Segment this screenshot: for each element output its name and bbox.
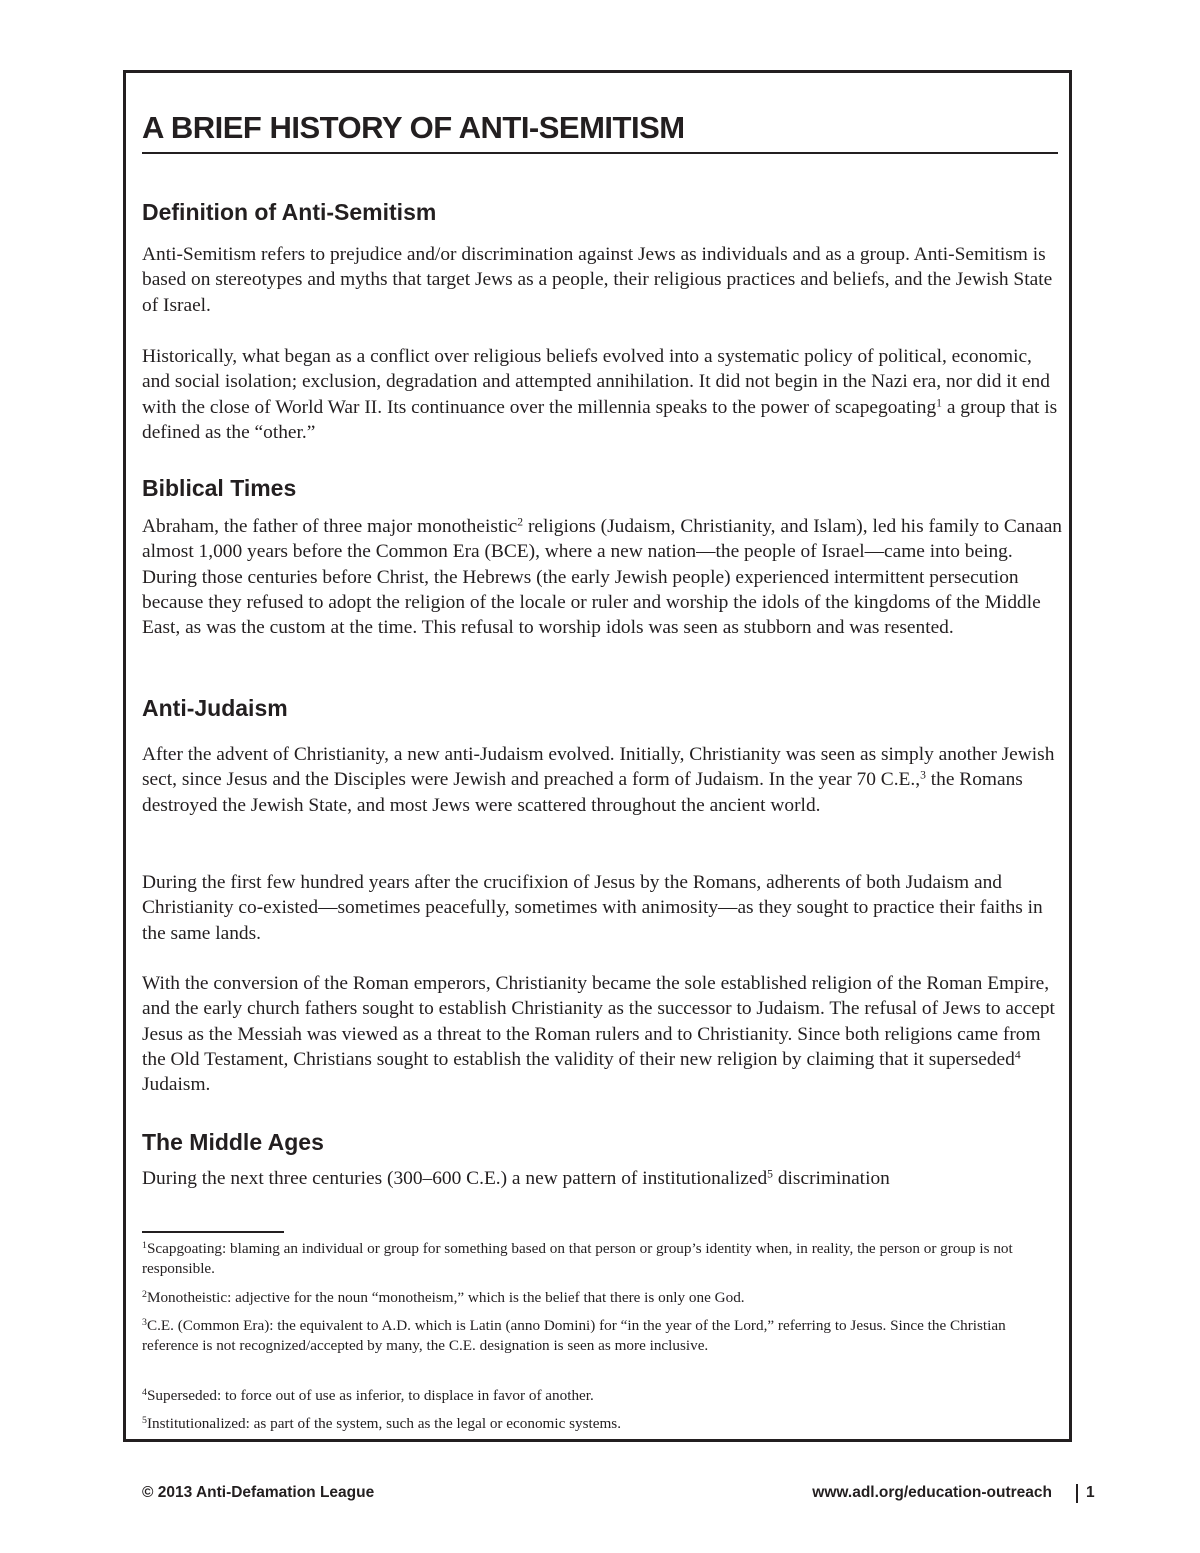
footnote-ref-1: 1 xyxy=(936,396,942,410)
anti-judaism-paragraph-3: With the conversion of the Roman emperors, Christianity became the sole established religion of the Roman Empire, and the early church fathers sought to establish Christianity as the successor to Judaism. The refusal of Jews to accept Jesus as the Messiah was viewed as a threat to the Roman rulers and to Christianity. Since both religions came from the Old Testament, Christians sought to establish the validity of their new religion by claiming that it superseded$^4$ Judaism. xyxy=(142,973,1055,1096)
footnote-3: $^3$C.E. (Common Era): the equivalent to A.D. which is Latin (anno Domini) for “in the year of the Lord,” referring to Jesus. Since the Christian reference is not recognized/accepted by many, the C.E. designation is seen as more inclusive. xyxy=(142,1317,1006,1354)
anti-judaism-paragraph-2: During the first few hundred years after the crucifixion of Jesus by the Romans, adherents of both Judaism and Christianity co-existed—sometimes peacefully, sometimes with animosity—as they sought to practice their faiths in the same lands. xyxy=(142,872,1043,944)
page-title: A BRIEF HISTORY OF ANTI-SEMITISM xyxy=(142,108,1058,154)
section-heading-definition: Definition of Anti-Semitism xyxy=(142,199,437,225)
footnote-5: $^5$Institutionalized: as part of the system, such as the legal or economic systems. xyxy=(142,1415,622,1432)
footnote-ref-5: 5 xyxy=(767,1167,773,1181)
section-heading-anti-judaism: Anti-Judaism xyxy=(142,695,288,721)
footnote-ref-4: 4 xyxy=(1014,1048,1021,1062)
footnote-divider xyxy=(142,1231,284,1233)
middle-ages-paragraph: During the next three centuries (300–600 C.E.) a new pattern of institutionalized$^5$ discrimination xyxy=(142,1167,890,1189)
definition-paragraph-1: Anti-Semitism refers to prejudice and/or discrimination against Jews as individuals and as a group. Anti-Semitism is based on stereotypes and myths that target Jews as a people, their religious practices and beliefs, and the Jewish State of Israel. xyxy=(142,244,1053,316)
footer-url[interactable]: www.adl.org/education-outreach xyxy=(812,1484,1052,1501)
footer-copyright: © 2013 Anti-Defamation League xyxy=(142,1484,375,1501)
footnote-4: $^4$Superseded: to force out of use as inferior, to displace in favor of another. xyxy=(142,1387,594,1404)
footer-page-divider xyxy=(1076,1484,1078,1503)
anti-judaism-paragraph-1: After the advent of Christianity, a new anti-Judaism evolved. Initially, Christianity was seen as simply another Jewish sect, since Jesus and the Disciples were Jewish and preached a form of Judaism. In the year 70 C.E.,$^3$ the Romans destroyed the Jewish State, and most Jews were scattered throughout the ancient world. xyxy=(142,744,1055,816)
footnote-1: $^1$Scapgoating: blaming an individual or group for something based on that person or group’s identity when, in reality, the person or group is not responsible. xyxy=(142,1240,1013,1277)
footnote-ref-3: 3 xyxy=(920,768,926,782)
section-heading-middle-ages: The Middle Ages xyxy=(142,1129,324,1155)
definition-paragraph-2: Historically, what began as a conflict over religious beliefs evolved into a systematic policy of political, economic, and social isolation; exclusion, degradation and attempted annihilation. It did not begin in the Nazi era, nor did it end with the close of World War II. Its continuance over the millennia speaks to the power of scapegoating$^1$ a group that is defined as the “other.” xyxy=(142,346,1058,443)
section-heading-biblical-times: Biblical Times xyxy=(142,475,297,501)
footnote-2: $^2$Monotheistic: adjective for the noun “monotheism,” which is the belief that there is only one God. xyxy=(142,1289,745,1306)
page-number: 1 xyxy=(1086,1484,1095,1501)
biblical-times-paragraph: Abraham, the father of three major monotheistic$^2$ religions (Judaism, Christianity, and Islam), led his family to Canaan almost 1,000 years before the Common Era (BCE), where a new nation—the people of Israel—came into being. During those centuries before Christ, the Hebrews (the early Jewish people) experienced intermittent persecution because they refused to adopt the religion of the locale or ruler and worship the idols of the kingdoms of the Middle East, as was the custom at the time. This refusal to worship idols was seen as stubborn and was resented. xyxy=(142,515,1063,639)
footnote-ref-2: 2 xyxy=(517,515,524,529)
